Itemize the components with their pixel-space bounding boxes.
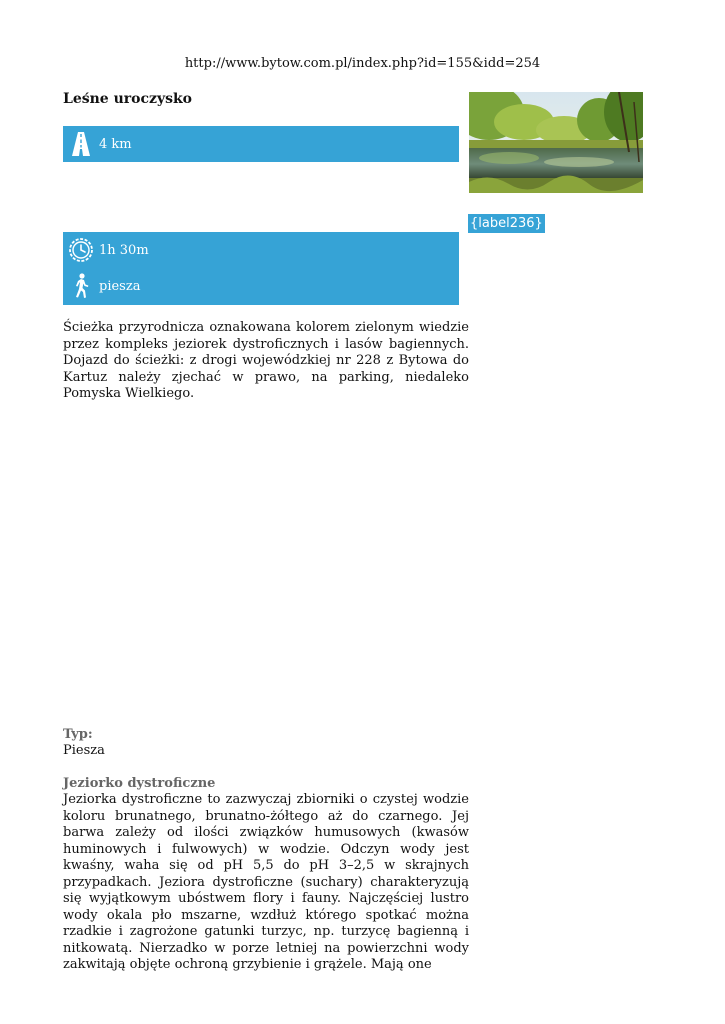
- mode-value: piesza: [99, 278, 141, 294]
- lake-section-heading: Jeziorko dystroficzne: [63, 776, 216, 791]
- walker-icon: [63, 268, 99, 304]
- trail-description: Ścieżka przyrodnicza oznakowana kolorem zielonym wiedzie przez kompleks jeziorek dystroficznych i lasów bagiennych. Dojazd do ścieżki: z drogi wojewódzkiej nr 228 z Bytowa do Kartuz należy zjechać w prawo, na parking, niedaleko Pomyska Wielkiego.: [63, 320, 469, 401]
- mode-row: [63, 268, 459, 304]
- duration-value: 1h 30m: [99, 242, 149, 258]
- lake-photo: [469, 92, 643, 193]
- label-tag: {label236}: [470, 216, 543, 231]
- distance-panel: [63, 126, 459, 162]
- page-url: http://www.bytow.com.pl/index.php?id=155&idd=254: [184, 56, 541, 71]
- distance-value: 4 km: [99, 136, 132, 152]
- page-title: Leśne uroczysko: [63, 91, 193, 107]
- type-value: Piesza: [63, 743, 105, 758]
- trip-info-panel: [63, 232, 459, 305]
- lake-section-body: Jeziorka dystroficzne to zazwyczaj zbiorniki o czystej wodzie koloru brunatnego, brunatno-żółtego aż do czarnego. Jej barwa zależy od ilości związków humusowych (kwasów huminowych i fulwowych) w wodzie. Odczyn wody jest kwaśny, waha się od pH 5,5 do pH 3–2,5 w skrajnych przypadkach. Jeziora dystroficzne (suchary) charakteryzują się wyjątkowym ubóstwem flory i fauny. Najczęściej lustro wody okala pło mszarne, wzdłuż którego spotkać można rzadkie i zagrożone gatunki turzyc, np. turzycę bagienną i nitkowatą. Nierzadko w porze letniej na powierzchni wody zakwitają objęte ochroną grzybienie i grążele. Mają one: [63, 792, 469, 972]
- type-heading: Typ:: [63, 727, 93, 742]
- road-icon: [63, 126, 99, 162]
- clock-icon: [63, 232, 99, 268]
- duration-row: [63, 232, 459, 268]
- distance-row: [63, 126, 459, 162]
